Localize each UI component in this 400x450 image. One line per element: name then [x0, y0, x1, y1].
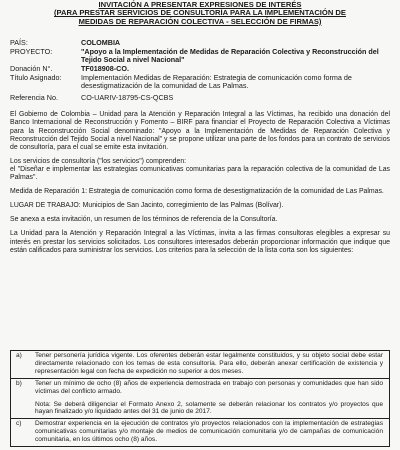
- criteria-text: Tener un mínimo de ocho (8) años de experiencia demostrada en trabajo con personas y comunidades que han sido víctimas del conflicto armado.: [35, 379, 383, 395]
- project-info: [10, 39, 390, 102]
- services-intro: Los servicios de consultoría ("los servicios") comprenden:: [10, 157, 187, 165]
- titulo-label: Título Asignado:: [10, 72, 62, 82]
- invitation-paragraph: La Unidad para la Atención y Reparación Integral a las Víctimas, invita a las firmas consultoras elegibles a expresar su interés en prestar los servicios solicitados. Los consultores interesados deberán proporcionar información que indique que están calificados para suministrar los servicios. Los criterios para la selección de la lista corta son los siguientes:: [10, 230, 390, 254]
- services-description: el "Diseñar e implementar las estrategias comunicativas comunitarias para la reparación colectiva de la comunidad de Las Palmas".: [10, 165, 390, 182]
- pais-value: COLOMBIA: [81, 38, 121, 48]
- measure-paragraph: Medida de Reparación 1: Estrategia de comunicación como forma de desestigmatización de la comunidad de Las Palmas.: [10, 188, 384, 196]
- donacion-label: Donación N°.: [10, 64, 53, 73]
- proyecto-label: PROYECTO:: [10, 46, 53, 56]
- header-title: INVITACIÓN A PRESENTAR EXPRESIONES DE INTERÉS: [98, 0, 302, 9]
- selection-criteria-table: [10, 350, 390, 447]
- criteria-cell: [29, 379, 389, 419]
- criteria-text: Demostrar experiencia en la ejecución de contratos y/o proyectos relacionados con la implementación de estrategias comunicativas comunitarias y/o montaje de medios de comunicación comunitaria y/o de campañas de comunicación comunitaria, en los últimos ocho (8) años.: [35, 420, 383, 444]
- criteria-letter: c): [16, 420, 22, 428]
- referencia-label: Referencia No.: [10, 92, 58, 102]
- referencia-value: CO-UARIV-18795-CS-QCBS: [81, 92, 174, 102]
- header-subtitle-1: (PARA PRESTAR SERVICIOS DE CONSULTORÍA PARA LA IMPLEMENTACIÓN DE: [54, 8, 346, 18]
- header-subtitle-2: MEDIDAS DE REPARACIÓN COLECTIVA - SELECCIÓN DE FIRMAS): [78, 16, 322, 26]
- criteria-row: [11, 419, 389, 446]
- annex-paragraph: Se anexa a esta invitación, un resumen de los términos de referencia de la Consultoría.: [10, 216, 278, 224]
- criteria-row: [11, 379, 389, 420]
- criteria-text: Tener personería jurídica vigente. Los oferentes deberán estar legalmente constituidos, y su objeto social debe estar directamente relacionado con los temas de esta consultoría. Para ello, deberán anexar certificación de existencia y representación legal con fecha de expedición no superior a dos meses.: [35, 352, 383, 375]
- criteria-letter: a): [16, 352, 22, 359]
- titulo-value: Implementación Medidas de Reparación: Estrategia de comunicación como forma de desestigmatización de la comunidad de Las Palmas.: [81, 72, 352, 91]
- workplace-paragraph: LUGAR DE TRABAJO: Municipios de San Jacinto, corregimiento de las Palmas (Bolívar).: [10, 202, 284, 210]
- criteria-cell: [29, 419, 389, 446]
- criteria-letter: b): [16, 379, 22, 387]
- pais-label: PAÍS:: [10, 38, 28, 48]
- intro-paragraph: El Gobierno de Colombia – Unidad para la Atención y Reparación Integral a las Víctimas, ha recibido una donación del Banco Internacional de Reconstrucción y Fomento – BIRF para financiar el Proyecto de Reparación Colectiva a Víctimas para la Reconstrucción Social denominado: "Apoyo a la Implementación de Medidas de Reparación Colectiva y Reconstrucción del Tejido Social a nivel Nacional" y se propone utilizar una parte de los fondos para un contrato de servicios de consultoría, para el cual se emite esta invitación.: [10, 111, 390, 151]
- document-header: [10, 0, 390, 26]
- criteria-cell: [29, 351, 389, 378]
- proyecto-value: "Apoyo a la Implementación de Medidas de Reparación Colectiva y Reconstrucción del Tejido Social a nivel Nacional": [81, 46, 379, 65]
- criteria-row: [11, 351, 389, 379]
- criteria-note: Nota: Se deberá diligenciar el Formato Anexo 2, solamente se deberán relacionar los contratos y/o proyectos que hayan finalizado y/o liquidado antes del 31 de junio de 2017.: [35, 400, 383, 416]
- donacion-value: TF018908-CO.: [81, 64, 129, 73]
